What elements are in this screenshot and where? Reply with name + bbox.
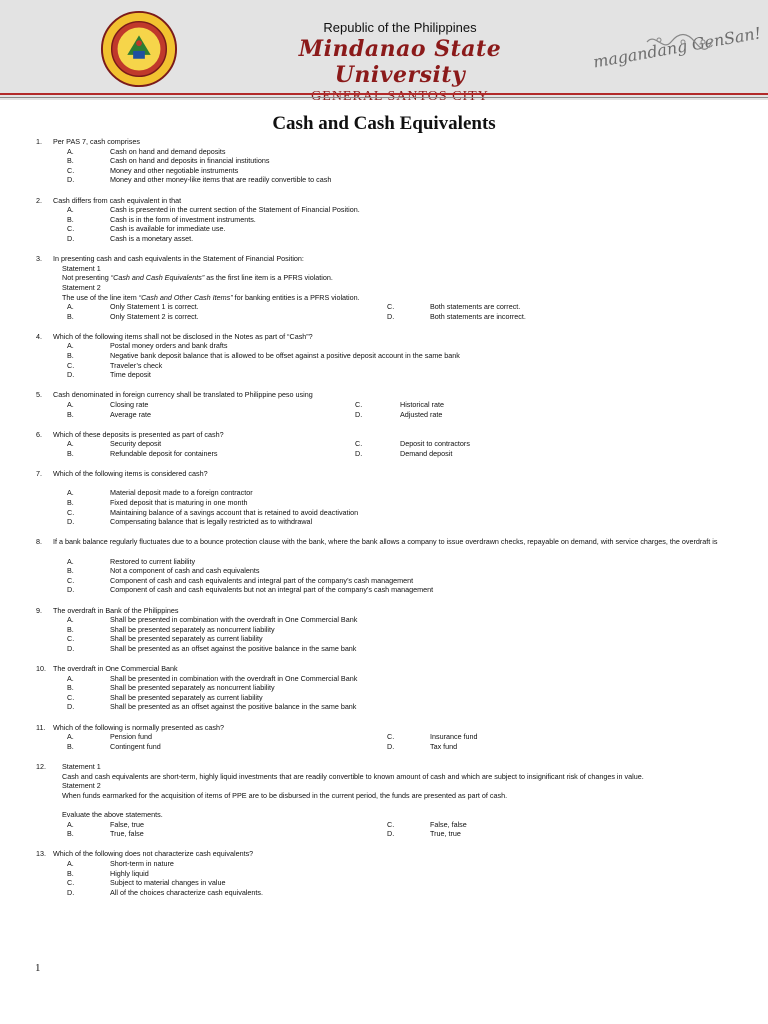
question-2 bbox=[0, 196, 768, 244]
document-title: Cash and Cash Equivalents bbox=[272, 113, 496, 134]
question-number: 5. bbox=[36, 390, 42, 400]
option: A. Short-term in nature bbox=[67, 858, 174, 868]
option: D. Shall be presented as an offset against the positive balance in the same bank bbox=[67, 643, 357, 653]
question-text: Which of the following does not characterize cash equivalents? bbox=[53, 849, 254, 859]
question-number: 9. bbox=[36, 605, 42, 615]
question-number: 13. bbox=[36, 849, 46, 859]
question-text: Which of these deposits is presented as part of cash? bbox=[53, 429, 224, 439]
university-seal-icon bbox=[100, 10, 178, 88]
option-row: A. Security deposit C. Deposit to contractors bbox=[67, 439, 470, 449]
option: C. Subject to material changes in value bbox=[67, 878, 226, 888]
option: D. Component of cash and cash equivalents but not an integral part of the company’s cash management bbox=[67, 585, 434, 595]
option: A. Shall be presented in combination with the overdraft in One Commercial Bank bbox=[67, 615, 358, 625]
option: C. Traveler’s check bbox=[67, 360, 163, 370]
question-1 bbox=[0, 137, 768, 185]
option: A. Cash on hand and demand deposits bbox=[67, 146, 226, 156]
option: C. Cash is available for immediate use. bbox=[67, 224, 226, 234]
question-7 bbox=[0, 469, 768, 527]
option-row: B. Refundable deposit for containers D. Demand deposit bbox=[67, 449, 453, 458]
option: B. Shall be presented separately as noncurrent liability bbox=[67, 683, 275, 693]
question-number: 8. bbox=[36, 537, 42, 547]
statement-label: Statement 1 bbox=[62, 762, 101, 771]
option: B. Negative bank deposit balance that is allowed to be offset against a positive deposit account in the same bank bbox=[67, 351, 460, 361]
header-divider-red bbox=[0, 93, 768, 95]
question-5 bbox=[0, 390, 768, 419]
option: A. Material deposit made to a foreign contractor bbox=[67, 488, 253, 498]
university-name: Mindanao State University bbox=[298, 36, 502, 88]
question-number: 10. bbox=[36, 664, 46, 674]
option: B. Fixed deposit that is maturing in one month bbox=[67, 497, 248, 507]
option: C. Money and other negotiable instruments bbox=[67, 165, 239, 175]
question-13 bbox=[0, 849, 768, 897]
letterhead bbox=[0, 0, 768, 100]
question-number: 1. bbox=[36, 137, 42, 146]
question-list bbox=[0, 137, 768, 897]
option: C. Component of cash and cash equivalents and integral part of the company’s cash management bbox=[67, 575, 414, 585]
statement-label: Statement 2 bbox=[62, 781, 101, 791]
statement-text: Not presenting “Cash and Cash Equivalents” as the first line item is a PFRS violation. bbox=[62, 273, 333, 283]
question-4 bbox=[0, 332, 768, 380]
question-text: Which of the following items shall not be disclosed in the Notes as part of “Cash”? bbox=[53, 331, 313, 341]
question-text: Which of the following is normally presented as cash? bbox=[53, 722, 224, 732]
question-number: 7. bbox=[36, 469, 42, 479]
evaluate-instruction: Evaluate the above statements. bbox=[62, 809, 163, 819]
option-row: A. Pension fund C. Insurance fund bbox=[67, 732, 478, 742]
option-row: A. False, true C. False, false bbox=[67, 819, 467, 829]
option: A. Postal money orders and bank drafts bbox=[67, 341, 228, 351]
statement-text: The use of the line item “Cash and Other Cash Items” for banking entities is a PFRS violation. bbox=[62, 292, 360, 302]
flourish-icon bbox=[645, 30, 715, 54]
question-text: The overdraft in One Commercial Bank bbox=[53, 664, 178, 674]
option: B. Shall be presented separately as noncurrent liability bbox=[67, 624, 275, 634]
option: A. Restored to current liability bbox=[67, 556, 196, 566]
question-9 bbox=[0, 606, 768, 654]
option-row: A. Closing rate C. Historical rate bbox=[67, 400, 444, 410]
question-text: Cash differs from cash equivalent in that bbox=[53, 195, 182, 205]
option: D. Compensating balance that is legally restricted as to withdrawal bbox=[67, 517, 313, 527]
option: D. Cash is a monetary asset. bbox=[67, 233, 194, 243]
header-divider-gray bbox=[0, 97, 768, 98]
question-number: 6. bbox=[36, 429, 42, 439]
option-row: B. Contingent fund D. Tax fund bbox=[67, 741, 458, 751]
question-number: 12. bbox=[36, 762, 46, 771]
question-text: Cash denominated in foreign currency shall be translated to Philippine peso using bbox=[53, 390, 313, 400]
question-number: 11. bbox=[36, 722, 46, 732]
question-text: If a bank balance regularly fluctuates due to a bounce protection clause with the bank, where the bank allows a company to issue overdrawn checks, repayable on demand, with service charges, the overdraft is bbox=[53, 537, 718, 547]
gensan-tagline: magandang GenSan! bbox=[591, 23, 763, 72]
statement-label: Statement 1 bbox=[62, 263, 101, 273]
question-11 bbox=[0, 723, 768, 752]
question-10 bbox=[0, 664, 768, 712]
question-number: 2. bbox=[36, 195, 42, 205]
option: B. Cash is in the form of investment instruments. bbox=[67, 214, 256, 224]
option: B. Not a component of cash and cash equivalents bbox=[67, 566, 260, 576]
option: B. Highly liquid bbox=[67, 868, 149, 878]
option: B. Cash on hand and deposits in financial institutions bbox=[67, 156, 270, 166]
question-12 bbox=[0, 762, 768, 839]
option: D. Time deposit bbox=[67, 370, 151, 380]
statement-text: Cash and cash equivalents are short-term, highly liquid investments that are readily convertible to known amount of cash and which are subject to insignificant risk of changes in value. bbox=[62, 771, 644, 781]
option: D. Money and other money-like items that are readily convertible to cash bbox=[67, 175, 332, 185]
option-row: A. Only Statement 1 is correct. C. Both statements are correct. bbox=[67, 302, 521, 312]
question-6 bbox=[0, 430, 768, 459]
question-3 bbox=[0, 254, 768, 321]
option: C. Maintaining balance of a savings account that is retained to avoid deactivation bbox=[67, 507, 359, 517]
option: D. Shall be presented as an offset against the positive balance in the same bank bbox=[67, 702, 357, 712]
option: D. All of the choices characterize cash equivalents. bbox=[67, 887, 264, 897]
statement-label: Statement 2 bbox=[62, 282, 101, 292]
option: A. Cash is presented in the current section of the Statement of Financial Position. bbox=[67, 205, 360, 215]
option-row: B. Only Statement 2 is correct. D. Both statements are incorrect. bbox=[67, 311, 526, 321]
option: C. Shall be presented separately as current liability bbox=[67, 634, 263, 644]
option-row: B. True, false D. True, true bbox=[67, 829, 461, 839]
question-text: The overdraft in Bank of the Philippines bbox=[53, 605, 179, 615]
statement-text: When funds earmarked for the acquisition of items of PPE are to be disbursed in the current period, the funds are presented as part of cash. bbox=[62, 790, 508, 800]
option: A. Shall be presented in combination with the overdraft in One Commercial Bank bbox=[67, 673, 358, 683]
question-text: In presenting cash and cash equivalents in the Statement of Financial Position: bbox=[53, 254, 304, 264]
option-row: B. Average rate D. Adjusted rate bbox=[67, 409, 443, 419]
question-number: 4. bbox=[36, 331, 42, 341]
question-8 bbox=[0, 537, 768, 595]
question-number: 3. bbox=[36, 254, 42, 264]
option: C. Shall be presented separately as current liability bbox=[67, 692, 263, 702]
question-text: Per PAS 7, cash comprises bbox=[53, 137, 140, 146]
republic-line: Republic of the Philippines bbox=[323, 20, 477, 35]
page-number: 1 bbox=[35, 962, 41, 974]
question-text: Which of the following items is considered cash? bbox=[53, 469, 208, 479]
